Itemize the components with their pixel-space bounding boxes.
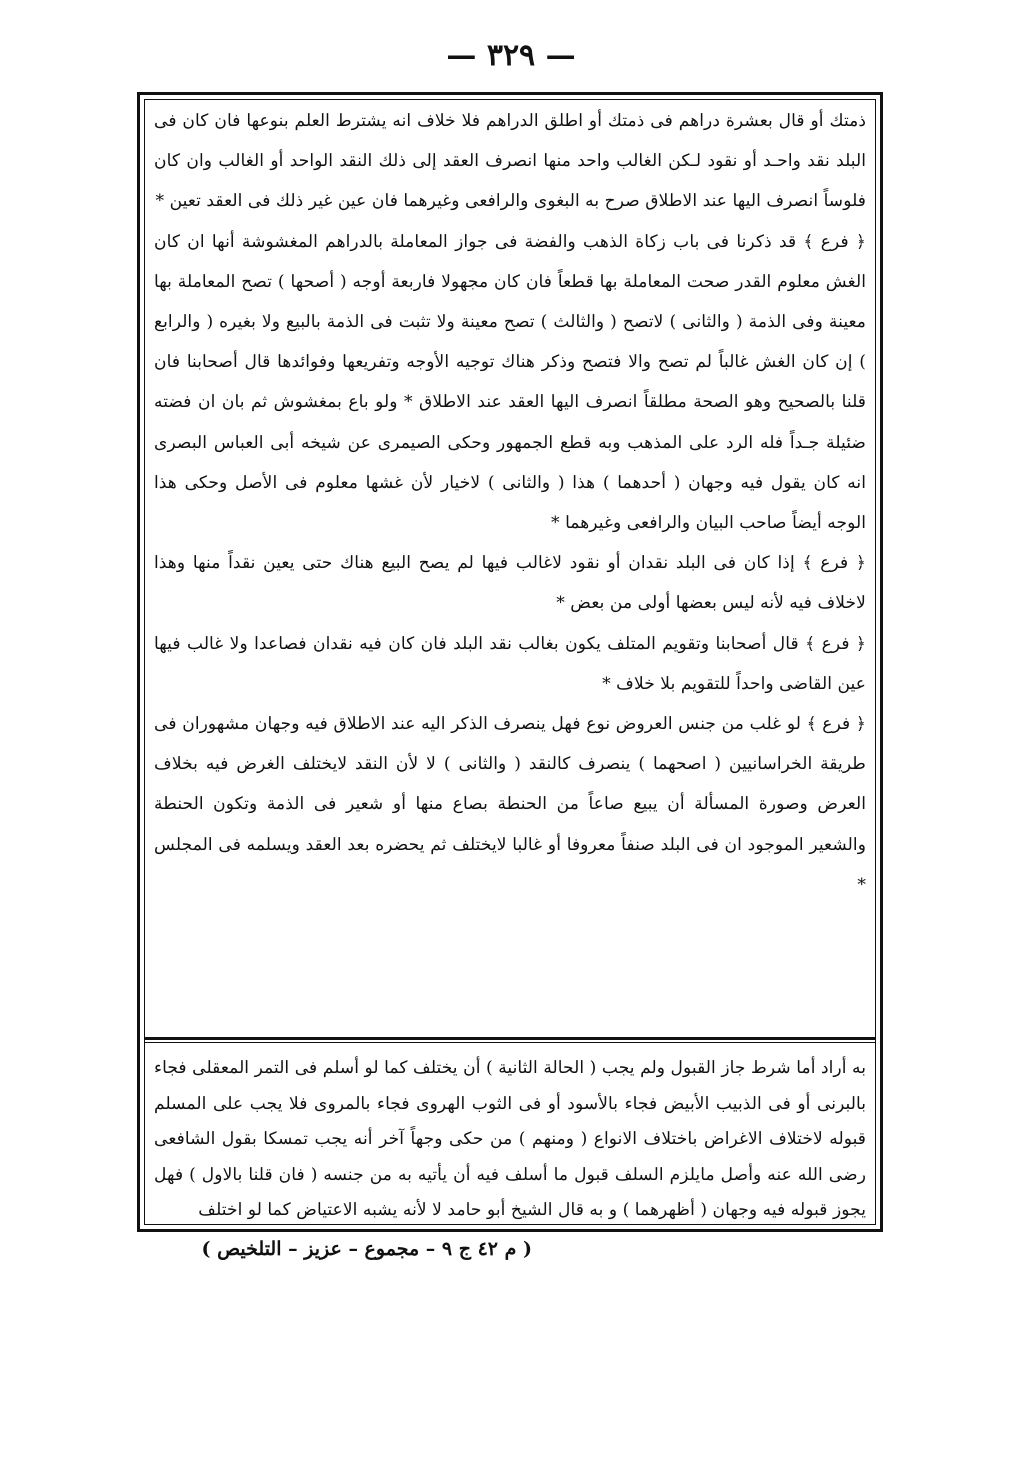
print-signature: ( م ٤٢ ج ٩ – مجموع – عزيز – التلخيص ) [201, 1238, 532, 1260]
main-paragraph-4: ﴿ فرع ﴾ قال أصحابنا وتقويم المتلف يكون بغالب نقد البلد فان كان فيه نقدان فصاعدا ولا غالب فيها عين القاضى واحداً للتقويم بلا خلاف * [154, 633, 866, 694]
main-text [154, 101, 866, 905]
main-paragraph-5: ﴿ فرع ﴾ لو غلب من جنس العروض نوع فهل ينصرف الذكر اليه عند الاطلاق فيه وجهان مشهوران فى طريقة الخراسانيين ( اصحهما ) ينصرف كالنقد ( والثانى ) لا لأن النقد لايختلف الغرض فيه بخلاف العرض وصورة المسألة أن يبيع صاعاً من الحنطة بصاع منها أو شعير فى الذمة وتكون الحنطة والشعير الموجود ان فى البلد صنفاً معروفا أو غالبا لايختلف ثم يحضره بعد العقد ويسلمه فى المجلس * [154, 714, 866, 895]
section-divider [144, 1037, 876, 1040]
commentary-text [154, 1051, 866, 1229]
page-number: — ٣٢٩ — [446, 38, 576, 73]
commentary-paragraph-1: به أراد أما شرط جاز القبول ولم يجب ( الحالة الثانية ) أن يختلف كما لو أسلم فى التمر المعقلى فجاء بالبرنى أو فى الذبيب الأبيض فجاء بالأسود أو فى الثوب الهروى فجاء بالمروى فلا يجب على المسلم قبوله لاختلاف الاغراض باختلاف الانواع ( ومنهم ) من حكى وجهاً آخر أنه يجب تمسكا بقول الشافعى رضى الله عنه وأصل مايلزم السلف قبول ما أسلف فيه أن يأتيه به من جنسه ( فان قلنا بالاول ) فهل يجوز قبوله فيه وجهان ( أظهرهما ) و به قال الشيخ أبو حامد لا لأنه يشبه الاعتياض كما لو اختلف [154, 1058, 866, 1221]
main-paragraph-2: ﴿ فرع ﴾ قد ذكرنا فى باب زكاة الذهب والفضة فى جواز المعاملة بالدراهم المغشوشة أنها ان كان الغش معلوم القدر صحت المعاملة بها قطعاً فان كان مجهولا فاربعة أوجه ( أصحها ) تصح المعاملة بها معينة وفى الذمة ( والثانى ) لاتصح ( والثالث ) تصح معينة ولا تثبت فى الذمة بالبيع ولا بغيره ( والرابع ) إن كان الغش غالباً لم تصح والا فتصح وذكر هناك توجيه الأوجه وتفريعها وفوائدها قال أصحابنا فان قلنا بالصحيح وهو الصحة مطلقاً انصرف اليها العقد عند الاطلاق * ولو باع بمغشوش ثم بان ان فضته ضئيلة جـداً فله الرد على المذهب وبه قطع الجمهور وحكى الصيمرى عن شيخه أبى العباس البصرى انه كان يقول فيه وجهان ( أحدهما ) هذا ( والثانى ) لاخيار لأن غشها معلوم فى الأصل وحكى هذا الوجه أيضاً صاحب البيان والرافعى وغيرهما * [154, 231, 866, 534]
main-paragraph-3: ﴿ فرع ﴾ إذا كان فى البلد نقدان أو نقود لاغالب فيها لم يصح البيع هناك حتى يعين نقداً منها وهذا لاخلاف فيه لأنه ليس بعضها أولى من بعض * [154, 553, 866, 614]
main-paragraph-1: ذمتك أو قال بعشرة دراهم فى ذمتك أو اطلق الدراهم فلا خلاف انه يشترط العلم بنوعها فان كان فى البلد نقد واحـد أو نقود لـكن الغالب واحد منها انصرف العقد إلى ذلك النقد الواحد أو الغالب وان كان فلوساً انصرف اليها عند الاطلاق صرح به البغوى والرافعى وغيرهما فان عين غير ذلك فى العقد تعين * [154, 111, 866, 212]
page-frame [137, 92, 883, 1232]
